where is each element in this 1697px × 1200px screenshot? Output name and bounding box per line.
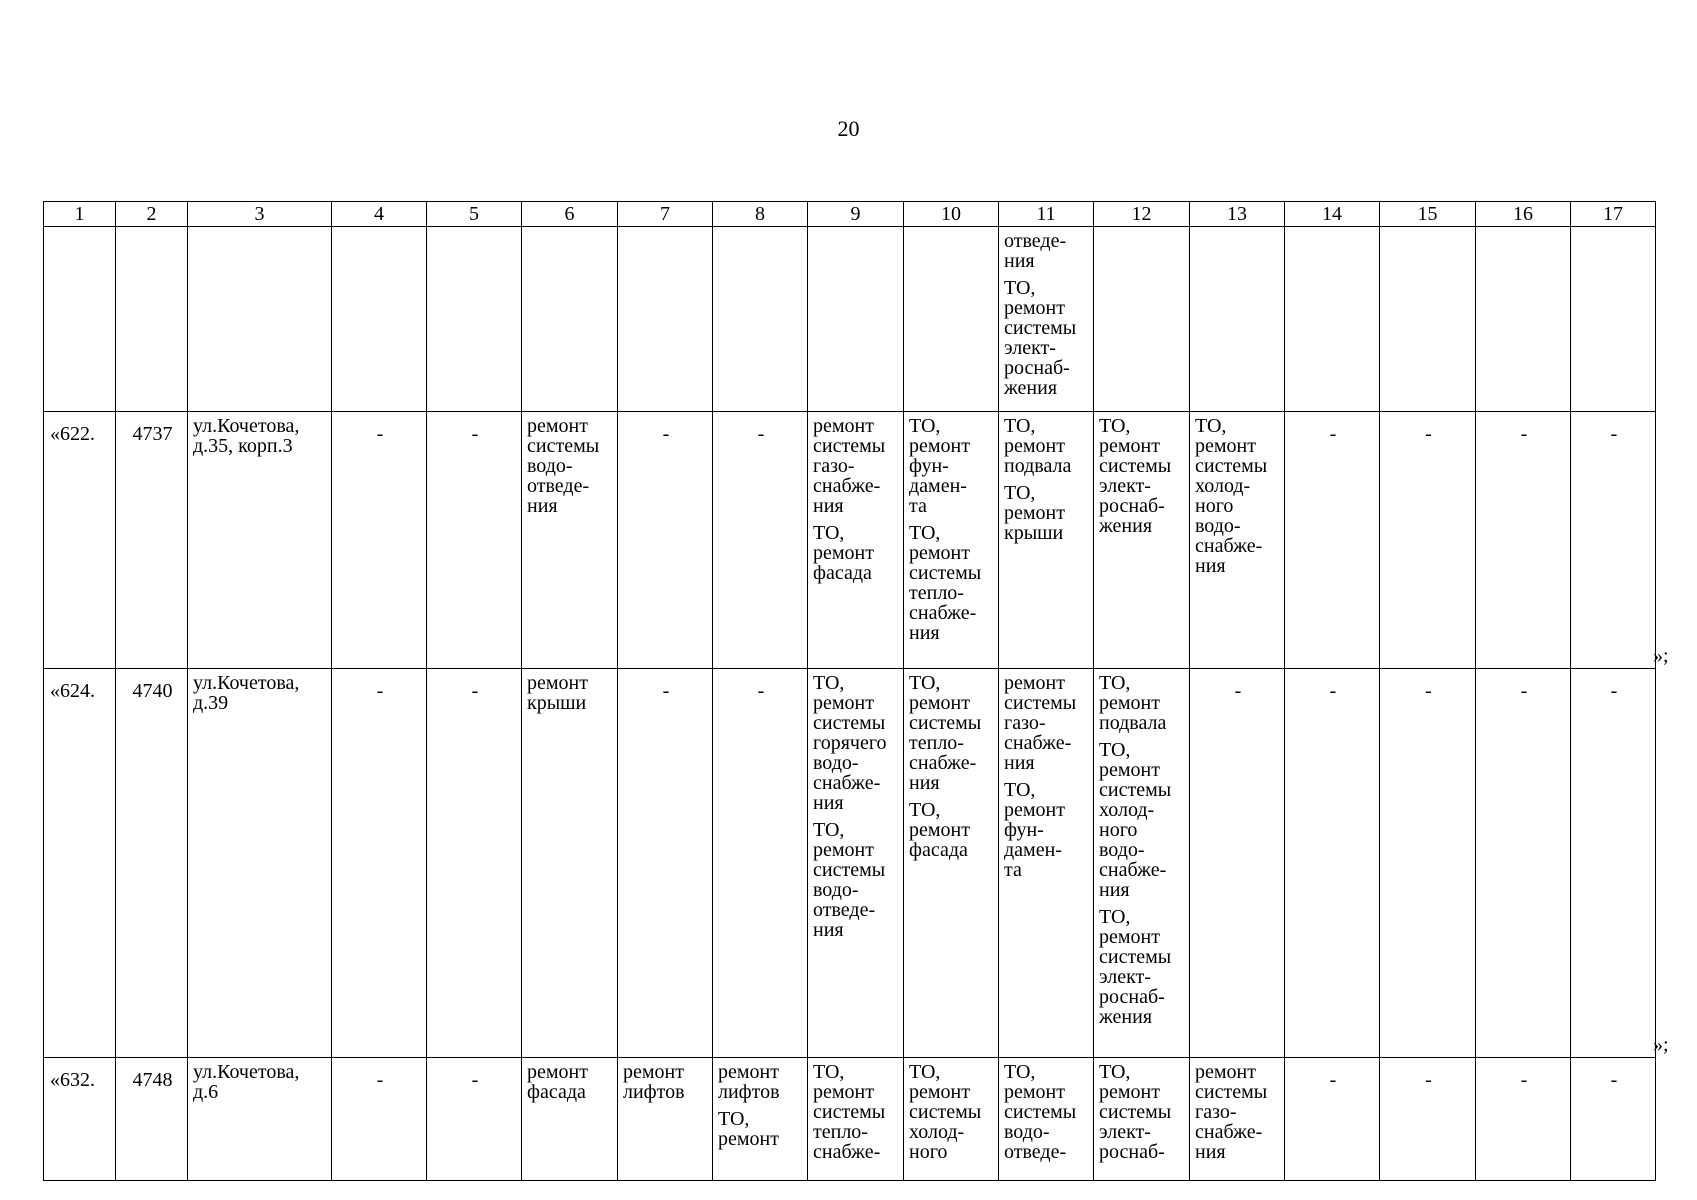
table-cell-col-2 <box>116 1058 188 1181</box>
table-cell-col-13 <box>1190 227 1285 412</box>
cell-text: - <box>471 1069 479 1091</box>
cell-text: «624. <box>50 680 95 702</box>
table-cell-col-10 <box>904 227 999 412</box>
table-row <box>44 227 1656 412</box>
cell-text: ТО, ремонт системы горячего водо- снабже- ния <box>813 672 887 814</box>
table-cell-col-9 <box>808 1058 904 1181</box>
cell-text: ТО, ремонт крыши <box>1004 482 1065 544</box>
table-cell-col-12 <box>1094 227 1190 412</box>
cell-text: - <box>471 423 479 445</box>
table-cell-col-8 <box>713 227 808 412</box>
cell-text: - <box>1329 680 1337 702</box>
table-cell-col-4 <box>332 227 427 412</box>
table-cell-col-3 <box>188 412 332 669</box>
cell-text: ремонт системы водо- отведе- ния <box>527 415 600 517</box>
column-number-16: 16 <box>1476 202 1571 227</box>
cell-text: - <box>757 423 765 445</box>
column-number-2: 2 <box>116 202 188 227</box>
table-cell-col-11 <box>999 227 1094 412</box>
table-cell-col-14 <box>1285 412 1380 669</box>
table-row <box>44 1058 1656 1181</box>
cell-text: ремонт системы газо- снабже- ния <box>1004 672 1077 774</box>
column-number-3: 3 <box>188 202 332 227</box>
table-cell-col-3 <box>188 227 332 412</box>
cell-text: - <box>1329 1069 1337 1091</box>
table-cell-col-13 <box>1190 412 1285 669</box>
table-cell-col-8 <box>713 412 808 669</box>
cell-text: ремонт системы газо- снабже- ния <box>1195 1061 1268 1163</box>
column-number-7: 7 <box>618 202 713 227</box>
cell-text: ремонт фасада <box>527 1061 588 1103</box>
table-cell-col-11 <box>999 412 1094 669</box>
cell-text: - <box>1520 1069 1528 1091</box>
cell-text: 4737 <box>132 423 173 445</box>
table-cell-col-7 <box>618 412 713 669</box>
table-cell-col-15 <box>1380 669 1476 1058</box>
cell-text: - <box>757 680 765 702</box>
table-cell-col-7 <box>618 1058 713 1181</box>
table-cell-col-9 <box>808 412 904 669</box>
cell-text: «632. <box>50 1069 95 1091</box>
cell-text: ТО, ремонт системы холод- ного <box>909 1061 982 1163</box>
page-number: 20 <box>837 116 860 141</box>
cell-text: ТО, ремонт фун- дамен- та <box>909 415 970 517</box>
table-cell-col-16 <box>1476 412 1571 669</box>
table-cell-col-17 <box>1571 1058 1656 1181</box>
cell-text: ТО, ремонт фун- дамен- та <box>1004 779 1065 881</box>
column-number-8: 8 <box>713 202 808 227</box>
column-number-6: 6 <box>522 202 618 227</box>
cell-text: ТО, ремонт системы элект- роснаб- <box>1099 1061 1172 1163</box>
cell-text: ТО, ремонт системы тепло- снабже- ния <box>909 672 982 794</box>
cell-text: - <box>1329 423 1337 445</box>
table-cell-col-12 <box>1094 1058 1190 1181</box>
table-cell-col-14 <box>1285 1058 1380 1181</box>
table-cell-col-15 <box>1380 1058 1476 1181</box>
cell-text: - <box>376 423 384 445</box>
table-cell-col-17 <box>1571 669 1656 1058</box>
table-cell-col-6 <box>522 1058 618 1181</box>
cell-text: ТО, ремонт системы тепло- снабже- <box>813 1061 886 1163</box>
header-row <box>44 202 1656 227</box>
cell-text: ТО, ремонт фасада <box>909 799 970 861</box>
table-cell-col-10 <box>904 1058 999 1181</box>
column-number-12: 12 <box>1094 202 1190 227</box>
cell-text: отведе- ния <box>1004 230 1067 272</box>
row-closing-quote: »; <box>1653 1033 1669 1056</box>
column-number-1: 1 <box>44 202 116 227</box>
table-cell-col-16 <box>1476 1058 1571 1181</box>
table-cell-col-16 <box>1476 227 1571 412</box>
cell-text: - <box>1234 680 1242 702</box>
table-cell-col-1 <box>44 412 116 669</box>
table-cell-col-2 <box>116 669 188 1058</box>
cell-text: ТО, ремонт системы холод- ного водо- снабже- ния <box>1195 415 1268 577</box>
table-cell-col-7 <box>618 669 713 1058</box>
table-cell-col-5 <box>427 669 522 1058</box>
table-cell-col-15 <box>1380 412 1476 669</box>
cell-text: - <box>1520 680 1528 702</box>
table-cell-col-8 <box>713 1058 808 1181</box>
table-cell-col-14 <box>1285 669 1380 1058</box>
cell-text: - <box>1610 423 1618 445</box>
cell-text: «622. <box>50 423 95 445</box>
table-cell-col-9 <box>808 227 904 412</box>
cell-text: ремонт лифтов <box>718 1061 780 1103</box>
row-closing-quote: »; <box>1653 644 1669 667</box>
table-cell-col-15 <box>1380 227 1476 412</box>
table-cell-col-5 <box>427 1058 522 1181</box>
cell-text: - <box>1610 1069 1618 1091</box>
table-cell-col-12 <box>1094 669 1190 1058</box>
cell-text: ТО, ремонт системы элект- роснаб- жения <box>1099 415 1172 537</box>
cell-text: - <box>1425 680 1432 702</box>
cell-text: 4740 <box>132 680 173 702</box>
column-number-9: 9 <box>808 202 904 227</box>
table-cell-col-2 <box>116 227 188 412</box>
table-cell-col-10 <box>904 412 999 669</box>
table-cell-col-1 <box>44 1058 116 1181</box>
table-cell-col-4 <box>332 669 427 1058</box>
table-cell-col-16 <box>1476 669 1571 1058</box>
cell-text: ул.Кочетова, д.39 <box>193 672 300 714</box>
cell-text: ТО, ремонт подвала <box>1099 672 1167 734</box>
table-cell-col-17 <box>1571 227 1656 412</box>
table-cell-col-4 <box>332 412 427 669</box>
table-cell-col-11 <box>999 669 1094 1058</box>
cell-text: ТО, ремонт системы водо- отведе- <box>1004 1061 1077 1163</box>
cell-text: ул.Кочетова, д.35, корп.3 <box>193 415 300 457</box>
cell-text: ТО, ремонт фасада <box>813 522 874 584</box>
table-cell-col-12 <box>1094 412 1190 669</box>
cell-text: - <box>1520 423 1528 445</box>
table-cell-col-1 <box>44 669 116 1058</box>
table-cell-col-5 <box>427 412 522 669</box>
table-cell-col-10 <box>904 669 999 1058</box>
table-cell-col-8 <box>713 669 808 1058</box>
table-cell-col-6 <box>522 227 618 412</box>
cell-text: - <box>376 1069 384 1091</box>
table-cell-col-1 <box>44 227 116 412</box>
cell-text: ремонт лифтов <box>623 1061 685 1103</box>
column-number-15: 15 <box>1380 202 1476 227</box>
table-row <box>44 669 1656 1058</box>
column-number-5: 5 <box>427 202 522 227</box>
column-number-4: 4 <box>332 202 427 227</box>
table-cell-col-3 <box>188 669 332 1058</box>
cell-text: - <box>1425 423 1432 445</box>
table-cell-col-13 <box>1190 1058 1285 1181</box>
cell-text: 4748 <box>132 1069 173 1091</box>
column-number-14: 14 <box>1285 202 1380 227</box>
table-cell-col-6 <box>522 412 618 669</box>
cell-text: - <box>662 423 670 445</box>
table-cell-col-2 <box>116 412 188 669</box>
column-number-17: 17 <box>1571 202 1656 227</box>
column-number-11: 11 <box>999 202 1094 227</box>
column-number-10: 10 <box>904 202 999 227</box>
table-cell-col-4 <box>332 1058 427 1181</box>
cell-text: ремонт крыши <box>527 672 588 714</box>
cell-text: ТО, ремонт системы холод- ного водо- снабже- ния <box>1099 739 1172 901</box>
column-number-13: 13 <box>1190 202 1285 227</box>
table-cell-col-17 <box>1571 412 1656 669</box>
cell-text: ремонт системы газо- снабже- ния <box>813 415 886 517</box>
table-cell-col-3 <box>188 1058 332 1181</box>
cell-text: ул.Кочетова, д.6 <box>193 1061 300 1103</box>
cell-text: ТО, ремонт системы тепло- снабже- ния <box>909 522 982 644</box>
table-cell-col-14 <box>1285 227 1380 412</box>
table-cell-col-5 <box>427 227 522 412</box>
cell-text: - <box>471 680 479 702</box>
cell-text: ТО, ремонт <box>718 1108 779 1150</box>
cell-text: ТО, ремонт системы элект- роснаб- жения <box>1099 906 1172 1028</box>
cell-text: - <box>662 680 670 702</box>
table-cell-col-6 <box>522 669 618 1058</box>
table-cell-col-11 <box>999 1058 1094 1181</box>
cell-text: - <box>376 680 384 702</box>
cell-text: ТО, ремонт системы водо- отведе- ния <box>813 819 886 941</box>
cell-text: ТО, ремонт системы элект- роснаб- жения <box>1004 277 1077 399</box>
table-row <box>44 412 1656 669</box>
repair-schedule-table <box>43 201 1656 1181</box>
cell-text: - <box>1610 680 1618 702</box>
table-cell-col-9 <box>808 669 904 1058</box>
cell-text: - <box>1425 1069 1432 1091</box>
table-cell-col-7 <box>618 227 713 412</box>
table-cell-col-13 <box>1190 669 1285 1058</box>
cell-text: ТО, ремонт подвала <box>1004 415 1072 477</box>
